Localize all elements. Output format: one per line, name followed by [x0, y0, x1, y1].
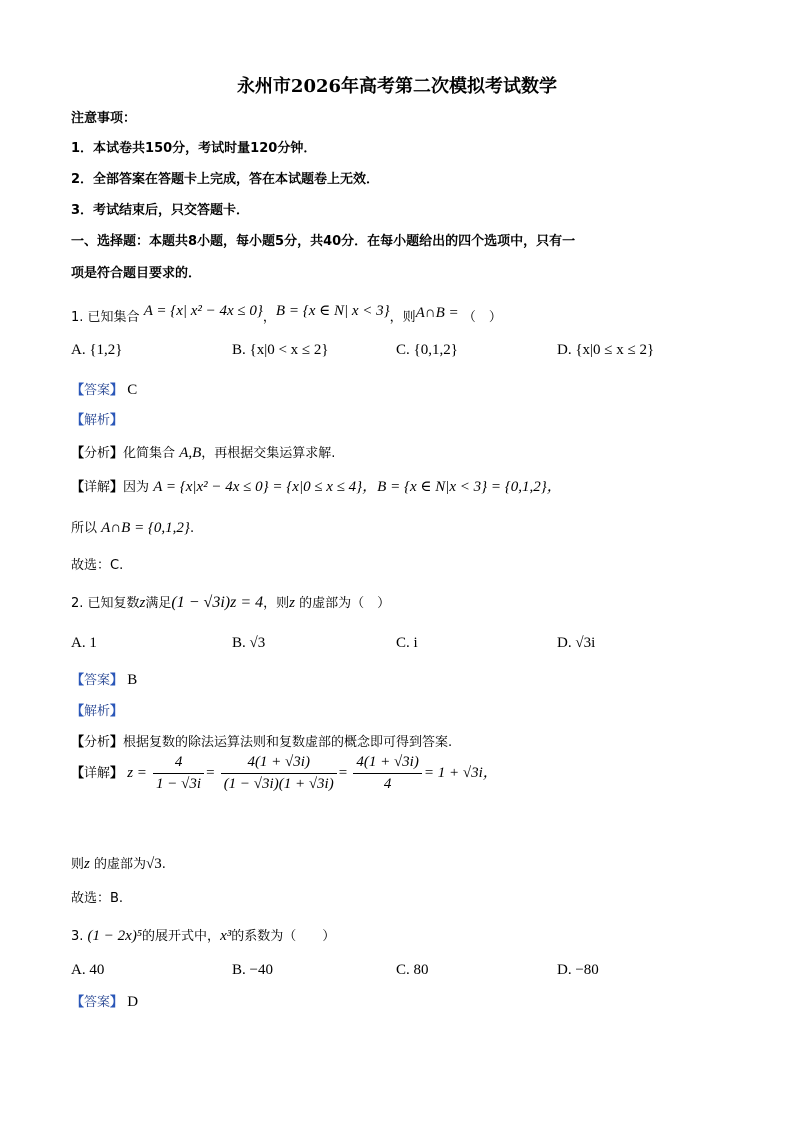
text: 所以 — [71, 521, 98, 536]
section-heading-cont: 项是符合题目要求的． — [71, 266, 202, 281]
notice-heading: 注意事项： — [71, 111, 137, 126]
fenxi-line — [71, 734, 452, 752]
text: 则 — [71, 857, 85, 872]
bracket: 【 — [71, 413, 85, 428]
denominator: 1 − √3i — [156, 776, 202, 792]
detail-label: 详解 — [84, 766, 111, 781]
page-title: 永州市2026年高考第二次模拟考试数学 — [236, 76, 558, 97]
separator: ， — [262, 310, 276, 325]
math-set-b: B = {x ∈ N| x < 3} — [275, 303, 390, 319]
bracket: 】 — [110, 383, 124, 398]
question-text: 满足 — [145, 596, 172, 611]
math: z — [84, 856, 90, 872]
notice-item: 2．全部答案在答题卡上完成，答在本试题卷上无效． — [71, 172, 380, 187]
bracket: 】 — [110, 480, 124, 495]
question-text: 3. — [71, 929, 84, 944]
denominator: 4 — [383, 776, 392, 792]
text: 化简集合 — [123, 446, 176, 461]
math: = — [206, 765, 215, 781]
math-set-a: A = {x| x² − 4x ≤ 0} — [143, 303, 263, 319]
math: A∩B = {0,1,2} — [101, 520, 190, 536]
option-d: D. {x|0 ≤ x ≤ 2} — [557, 342, 655, 358]
text: 因为 — [123, 480, 150, 495]
bracket: 【 — [71, 735, 85, 750]
answer-line — [71, 671, 137, 690]
bracket: 】 — [110, 766, 124, 781]
text: ，再根据交集运算求解. — [201, 446, 336, 461]
math-expr: A∩B = — [415, 305, 459, 321]
analysis-heading — [71, 703, 123, 721]
bracket: 】 — [110, 735, 124, 750]
question-text: 的展开式中， — [142, 929, 221, 944]
fenxi-label: 分析 — [84, 446, 111, 461]
math: A,B — [179, 445, 202, 461]
bracket: 【 — [71, 766, 85, 781]
math: z — [139, 595, 146, 611]
choose-line: 故选：B. — [71, 891, 124, 906]
math: z = — [127, 765, 147, 781]
option-b: B. {x|0 < x ≤ 2} — [232, 342, 329, 358]
math: x³ — [220, 928, 232, 944]
option-a: A. 40 — [71, 962, 105, 978]
text: . — [189, 521, 195, 536]
question-text: ，则 — [389, 310, 416, 325]
bracket: 【 — [71, 383, 85, 398]
bracket: 】 — [110, 995, 124, 1010]
answer-line — [71, 993, 138, 1012]
question-3 — [71, 927, 335, 946]
answer-label: 答案 — [84, 995, 111, 1010]
answer-line — [71, 381, 137, 400]
answer-label: 答案 — [84, 383, 111, 398]
detail-line — [71, 478, 562, 497]
section-heading: 一、选择题：本题共8小题，每小题5分，共40分．在每小题给出的四个选项中，只有一 — [71, 234, 576, 249]
analysis-heading — [71, 412, 123, 430]
conclusion-line — [71, 855, 166, 874]
fraction — [221, 754, 337, 793]
option-b: B. √3 — [232, 635, 266, 651]
fenxi-line — [71, 444, 335, 463]
option-c: C. {0,1,2} — [396, 342, 458, 358]
bracket: 】 — [110, 673, 124, 688]
option-d: D. √3i — [557, 635, 596, 651]
numerator: 4(1 + √3i) — [353, 754, 422, 774]
question-text: 的虚部为（ ） — [299, 596, 391, 611]
fenxi-label: 分析 — [84, 735, 111, 750]
denominator: (1 − √3i)(1 + √3i) — [223, 776, 334, 792]
text: 根据复数的除法运算法则和复数虚部的概念即可得到答案. — [123, 735, 453, 750]
math: (1 − 2x)⁵ — [87, 928, 143, 944]
detail-label: 详解 — [84, 480, 111, 495]
option-d: D. −80 — [557, 962, 599, 978]
choose-line: 故选：C. — [71, 558, 124, 573]
math: = — [338, 765, 348, 781]
fraction — [153, 754, 204, 793]
bracket: 【 — [71, 480, 85, 495]
answer-blank: （ ） — [462, 310, 502, 325]
question-text: 的系数为（ ） — [231, 929, 336, 944]
math: z — [289, 595, 295, 611]
math: = 1 + √3i， — [423, 765, 498, 781]
option-c: C. i — [396, 635, 418, 651]
analysis-label: 解析 — [84, 704, 111, 719]
option-c: C. 80 — [396, 962, 429, 978]
option-a: A. {1,2} — [71, 342, 123, 358]
bracket: 【 — [71, 673, 85, 688]
answer-value: B — [127, 672, 138, 688]
question-text: ，则 — [263, 596, 290, 611]
math: √3 — [146, 856, 162, 872]
answer-value: C — [127, 382, 138, 398]
question-2 — [71, 594, 390, 613]
bracket: 【 — [71, 704, 85, 719]
option-a: A. 1 — [71, 635, 97, 651]
notice-item: 3．考试结束后，只交答题卡． — [71, 203, 250, 218]
numerator: 4(1 + √3i) — [221, 754, 337, 774]
text: 的虚部为 — [94, 857, 147, 872]
bracket: 】 — [110, 704, 124, 719]
detail-line — [71, 754, 498, 793]
conclusion-line — [71, 519, 194, 538]
question-text: 1. 已知集合 — [71, 310, 140, 325]
math: A = {x|x² − 4x ≤ 0} = {x|0 ≤ x ≤ 4}，B = {x ∈ N|x < 3} = {0,1,2}， — [153, 479, 562, 495]
question-1 — [71, 303, 502, 327]
answer-label: 答案 — [84, 673, 111, 688]
question-text: 2. 已知复数 — [71, 596, 140, 611]
numerator: 4 — [153, 754, 204, 774]
answer-value: D — [127, 994, 139, 1010]
fraction — [353, 754, 422, 793]
text: . — [161, 857, 166, 872]
bracket: 】 — [110, 446, 124, 461]
math-equation: (1 − √3i)z = 4 — [171, 594, 264, 611]
option-b: B. −40 — [232, 962, 273, 978]
bracket: 】 — [110, 413, 124, 428]
notice-item: 1．本试卷共150分，考试时量120分钟． — [71, 141, 317, 156]
bracket: 【 — [71, 995, 85, 1010]
analysis-label: 解析 — [84, 413, 111, 428]
bracket: 【 — [71, 446, 85, 461]
